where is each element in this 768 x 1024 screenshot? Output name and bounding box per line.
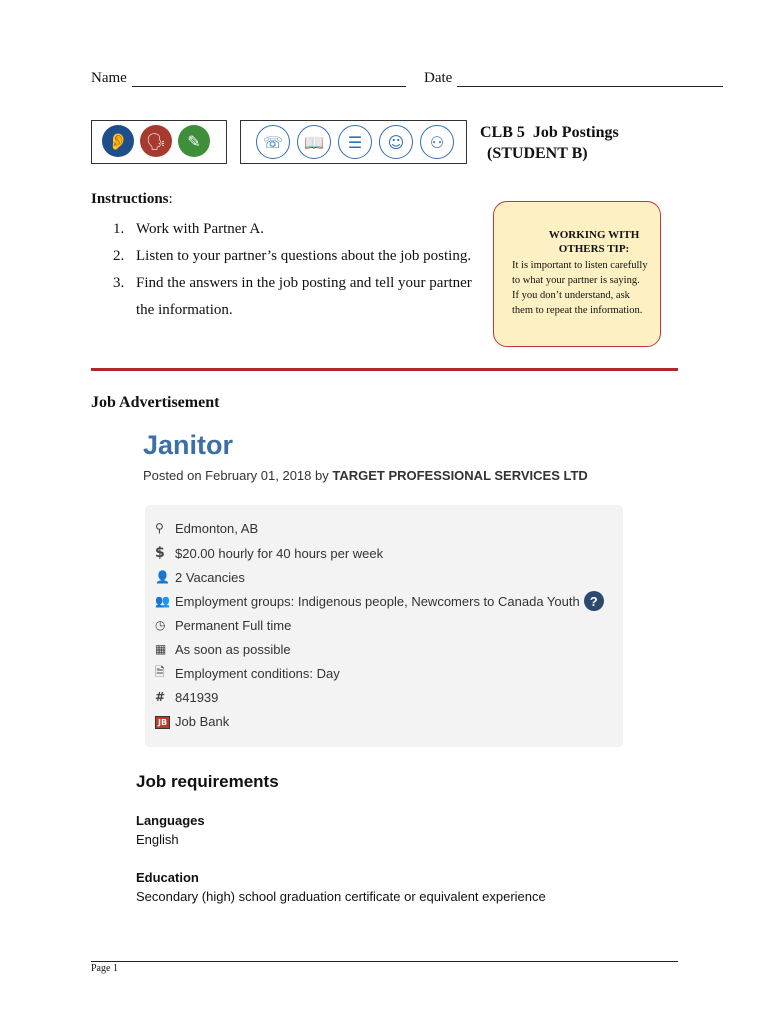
skills-icon-group-1 <box>91 120 227 164</box>
document-icon: ☰ <box>338 125 372 159</box>
group-icon: 👥 <box>155 594 170 608</box>
speaking-icon: 🗣 <box>140 125 172 157</box>
list-item: 3. Find the answers in the job posting and tell your partner the information. <box>113 275 472 318</box>
detail-start: ▦ As soon as possible <box>155 641 291 657</box>
tip-heading: WORKING WITH OTHERS TIP: <box>548 229 640 255</box>
list-item: 2. Listen to your partner’s questions about the job posting. <box>113 248 472 264</box>
name-field[interactable] <box>132 86 406 87</box>
detail-wage: $ $20.00 hourly for 40 hours per week <box>155 545 384 561</box>
worksheet-title <box>480 122 619 164</box>
education-label: Education <box>136 870 199 885</box>
employer-name: TARGET PROFESSIONAL SERVICES LTD <box>332 468 588 483</box>
education-value: Secondary (high) school graduation certificate or equivalent experience <box>136 889 546 904</box>
job-bank-icon: JB <box>155 714 175 729</box>
page-number: Page 1 <box>91 963 118 974</box>
posted-line: Posted on February 01, 2018 by TARGET PROFESSIONAL SERVICES LTD <box>143 468 588 483</box>
detail-source: JB Job Bank <box>155 711 229 731</box>
interaction-icon: ☏ <box>256 125 290 159</box>
job-details-box <box>145 505 623 747</box>
detail-job-number: # 841939 <box>155 689 219 705</box>
speaker-icon: ☺ <box>379 125 413 159</box>
date-label: Date <box>424 70 453 86</box>
calendar-icon: ▦ <box>155 642 167 656</box>
detail-term: ◷ Permanent Full time <box>155 617 292 633</box>
worksheet-title-line1: CLB 5 Job Postings <box>480 124 619 141</box>
clock-icon: ◷ <box>155 618 166 632</box>
worksheet-title-line2: (STUDENT B) <box>487 145 588 162</box>
job-title: Janitor <box>143 430 234 460</box>
requirements-heading: Job requirements <box>136 772 279 791</box>
name-label: Name <box>91 70 127 86</box>
footer-rule <box>91 961 678 962</box>
instructions-heading: Instructions: <box>91 191 173 207</box>
detail-vacancies: 👤 2 Vacancies <box>155 569 245 585</box>
reading-icon: 📖 <box>297 125 331 159</box>
languages-value: English <box>136 832 179 847</box>
detail-location: ⚲ Edmonton, AB <box>155 520 259 536</box>
skills-icon-group-2 <box>240 120 467 164</box>
languages-label: Languages <box>136 813 205 828</box>
detail-conditions: 🗎 Employment conditions: Day <box>155 663 340 683</box>
tip-box <box>493 201 661 347</box>
hash-icon: # <box>155 690 166 704</box>
help-icon[interactable]: ? <box>584 591 604 611</box>
job-ad-heading: Job Advertisement <box>91 394 220 411</box>
instructions-list <box>113 216 483 324</box>
people-icon: ⚇ <box>420 125 454 159</box>
detail-groups: 👥 Employment groups: Indigenous people, Newcomers to Canada Youth ? <box>155 591 604 611</box>
person-icon: 👤 <box>155 570 170 584</box>
listening-icon: 👂 <box>102 125 134 157</box>
document-icon: 🗎 <box>155 664 165 679</box>
section-divider <box>91 368 678 371</box>
tip-body: It is important to listen carefully to what your partner is saying. If you don’t understand, ask them to repeat the information. <box>512 260 648 316</box>
date-field[interactable] <box>457 86 723 87</box>
map-pin-icon: ⚲ <box>155 521 164 535</box>
reading-writing-icon: ✎ <box>178 125 210 157</box>
list-item: 1. Work with Partner A. <box>113 221 264 237</box>
dollar-icon: $ <box>155 545 165 561</box>
